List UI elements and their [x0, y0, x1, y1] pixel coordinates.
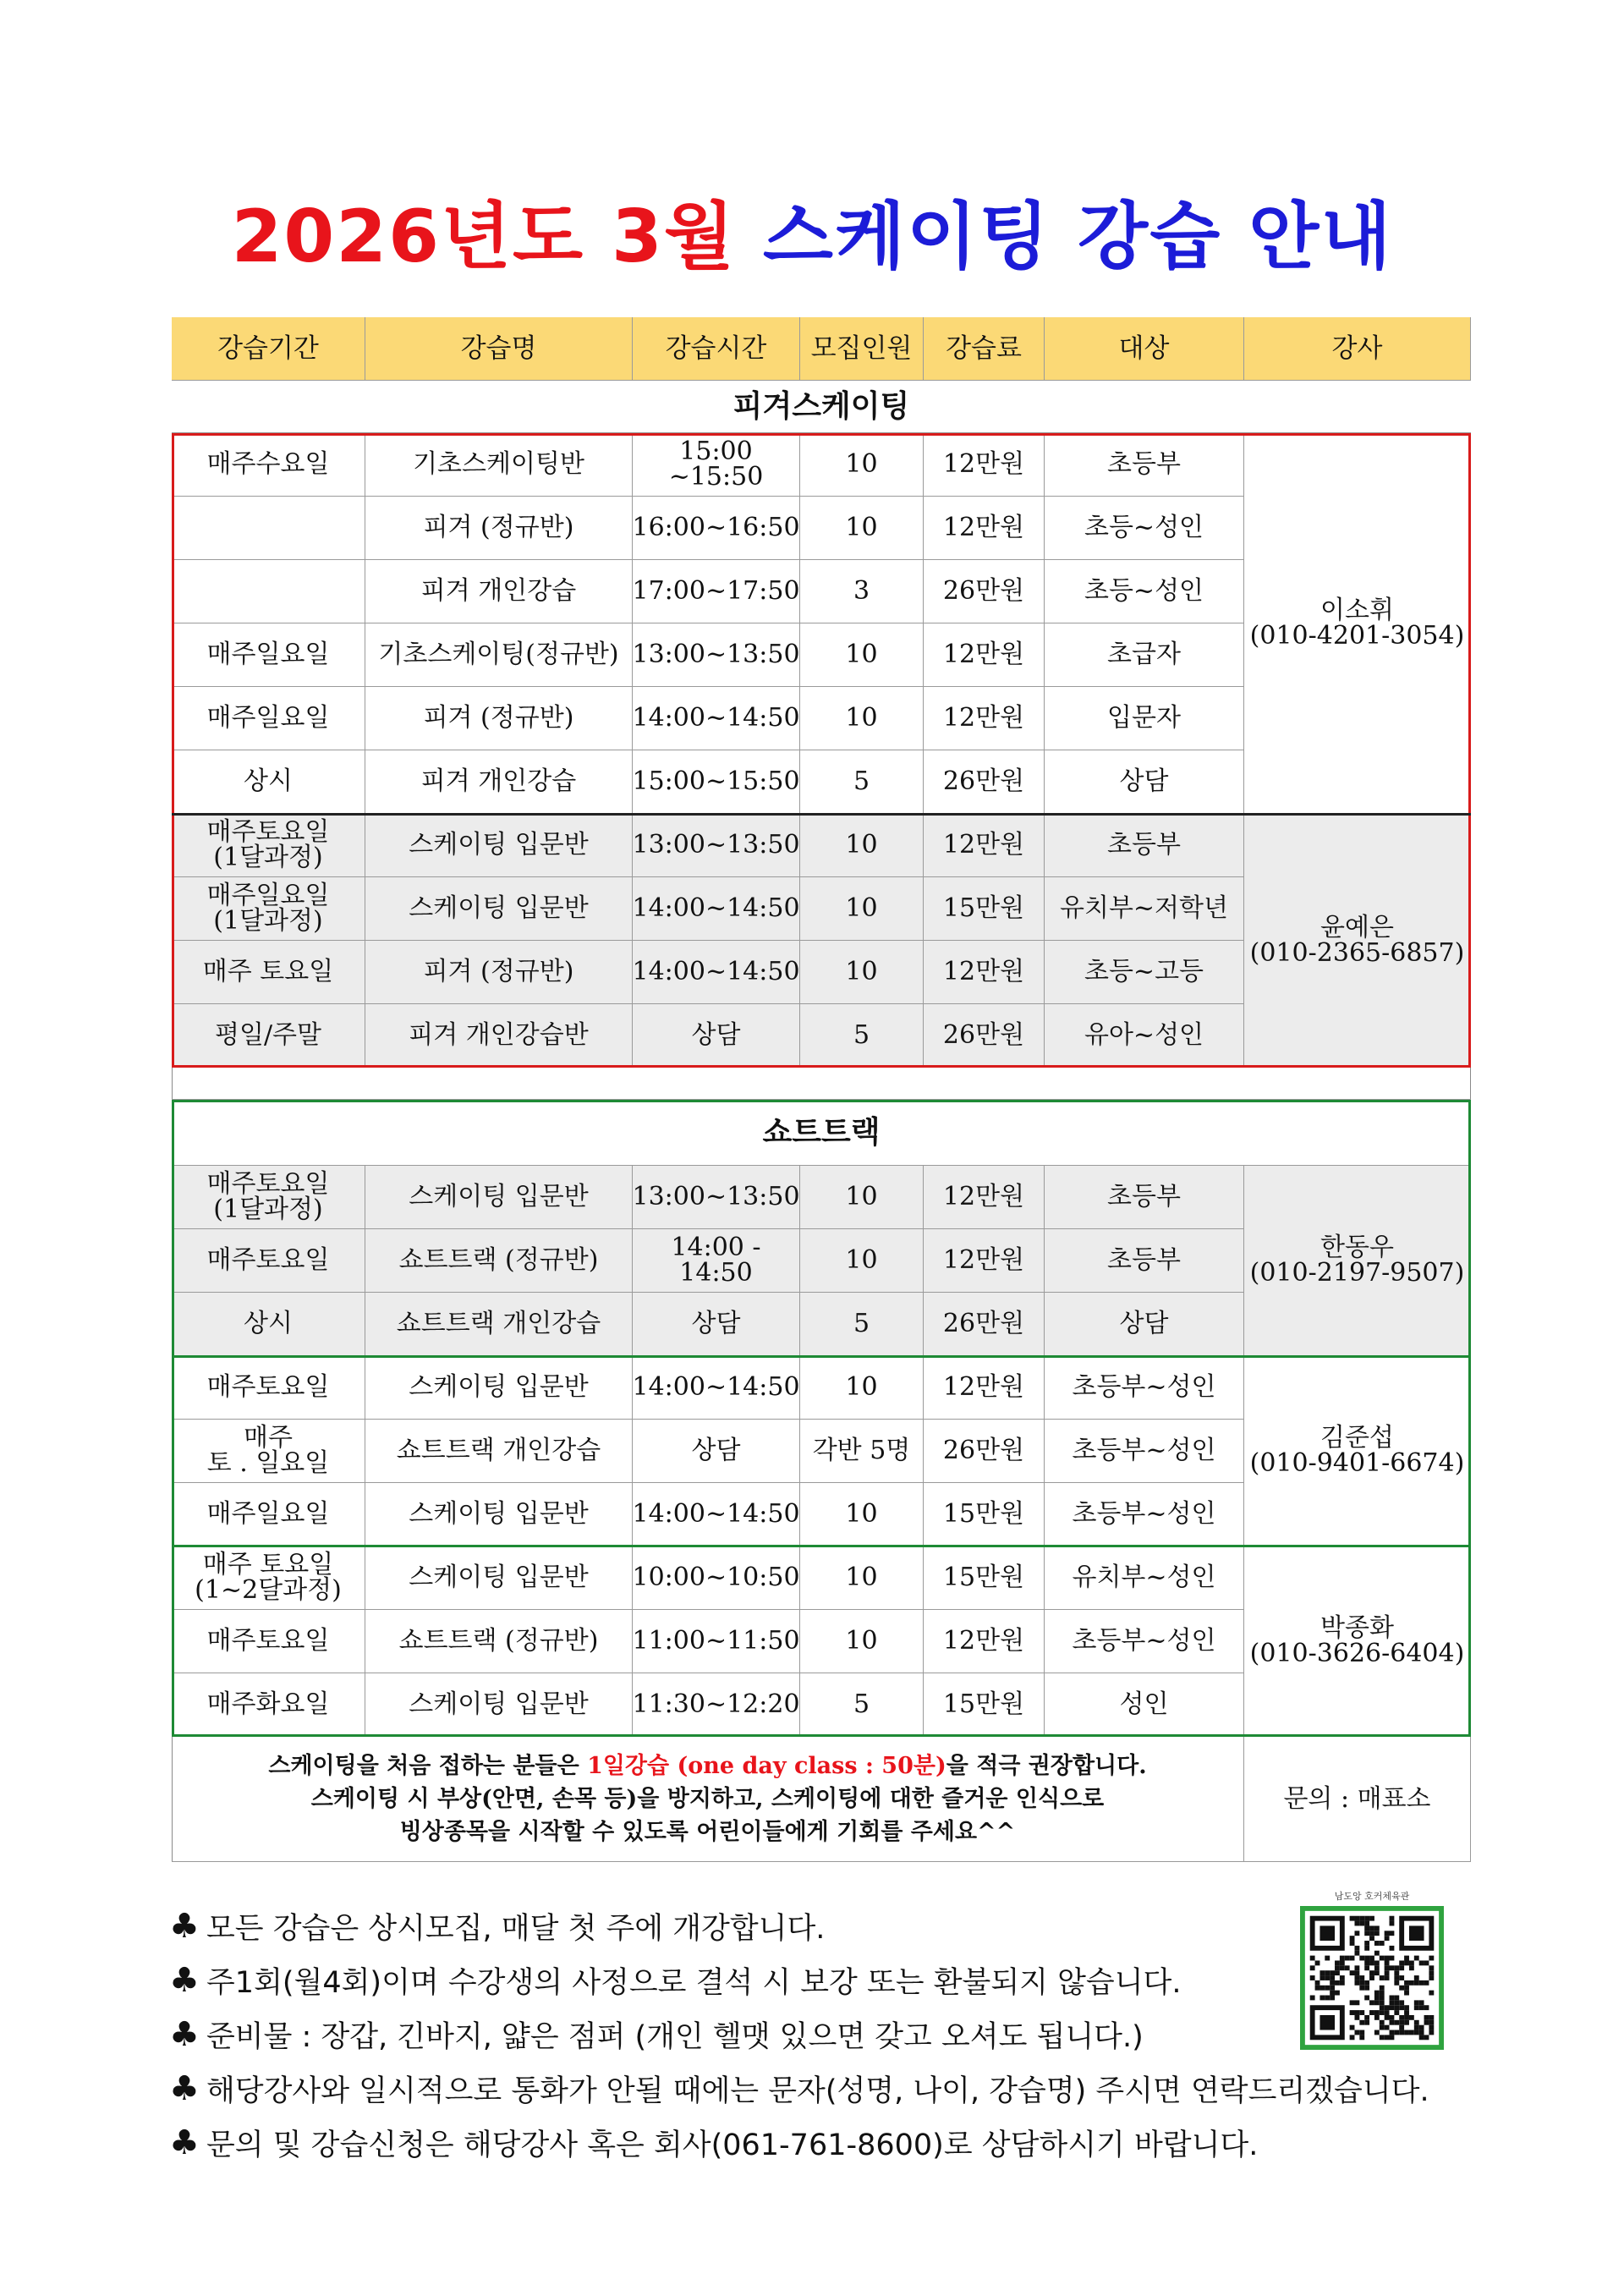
- table-cell: 상담: [633, 1293, 800, 1356]
- table-cell: 매주 토요일 (1~2달과정): [172, 1546, 365, 1610]
- table-cell: 초등~성인: [1045, 560, 1244, 623]
- table-cell: 스케이팅 입문반: [365, 1483, 633, 1546]
- table-cell: 10: [800, 1610, 924, 1673]
- title-part-2: 스케이팅 강습 안내: [762, 195, 1393, 279]
- table-cell: 매주토요일 (1달과정): [172, 814, 365, 877]
- table-cell: 12만원: [924, 1166, 1045, 1229]
- table-cell: 유치부~성인: [1045, 1546, 1244, 1610]
- section-gap: [172, 1068, 1471, 1100]
- column-header: 강사: [1244, 317, 1471, 381]
- notice-item-text: 주1회(월4회)이며 수강생의 사정으로 결석 시 보강 또는 환불되지 않습니다.: [206, 1966, 1182, 2000]
- table-cell: 11:30~12:20: [633, 1673, 800, 1737]
- table-cell: 피겨 (정규반): [365, 497, 633, 560]
- instructor-cell: [1244, 814, 1471, 1068]
- table-cell: 10: [800, 814, 924, 877]
- instructor-phone: (010-3626-6404): [1249, 1639, 1465, 1668]
- table-cell: 26만원: [924, 1004, 1045, 1068]
- table-cell: 10: [800, 1229, 924, 1293]
- table-cell: 스케이팅 입문반: [365, 1166, 633, 1229]
- table-cell: 10:00~10:50: [633, 1546, 800, 1610]
- table-cell: 매주일요일: [172, 687, 365, 750]
- notice-item: [169, 2008, 1489, 2062]
- table-cell: 15:00 ~15:50: [633, 433, 800, 497]
- table-cell: 기초스케이팅(정규반): [365, 623, 633, 687]
- instructor-cell: [1244, 1546, 1471, 1737]
- table-cell: 입문자: [1045, 687, 1244, 750]
- table-cell: 10: [800, 877, 924, 941]
- table-cell: 14:00~14:50: [633, 687, 800, 750]
- table-cell: 상시: [172, 750, 365, 814]
- table-cell: 12만원: [924, 1229, 1045, 1293]
- table-cell: 매주수요일: [172, 433, 365, 497]
- table-cell: 유치부~저학년: [1045, 877, 1244, 941]
- table-cell: 매주 토 . 일요일: [172, 1420, 365, 1483]
- contact-cell: 문의 : 매표소: [1244, 1737, 1471, 1862]
- table-cell: 매주토요일: [172, 1229, 365, 1293]
- notice-item: [169, 1953, 1489, 2008]
- table-cell: [172, 497, 365, 560]
- notice-item: [169, 1899, 1489, 1953]
- notice-item-text: 모든 강습은 상시모집, 매달 첫 주에 개강합니다.: [206, 1912, 826, 1946]
- instructor-name: 박종화: [1320, 1613, 1394, 1643]
- instructor-phone: (010-2365-6857): [1249, 937, 1465, 968]
- table-cell: 초등부~성인: [1045, 1356, 1244, 1420]
- table-cell: 평일/주말: [172, 1004, 365, 1068]
- column-header: 강습명: [365, 317, 633, 381]
- title-part-1: 2026년도 3월: [231, 195, 736, 279]
- table-cell: 12만원: [924, 433, 1045, 497]
- notice-list: [169, 1899, 1489, 2170]
- table-cell: 매주 토요일: [172, 941, 365, 1004]
- table-cell: 스케이팅 입문반: [365, 1546, 633, 1610]
- table-cell: 15만원: [924, 1673, 1045, 1737]
- notice-item: [169, 2062, 1489, 2116]
- table-cell: 피겨 (정규반): [365, 941, 633, 1004]
- table-cell: 10: [800, 941, 924, 1004]
- table-cell: 매주화요일: [172, 1673, 365, 1737]
- table-cell: 매주토요일: [172, 1356, 365, 1420]
- table-cell: 12만원: [924, 1610, 1045, 1673]
- instructor-cell: [1244, 1356, 1471, 1546]
- instructor-phone: (010-2197-9507): [1249, 1258, 1465, 1288]
- table-cell: 초등부: [1045, 814, 1244, 877]
- table-cell: 10: [800, 1166, 924, 1229]
- table-cell: 상담: [633, 1420, 800, 1483]
- notice-text: 스케이팅을 처음 접하는 분들은: [268, 1752, 588, 1779]
- column-header: 강습료: [924, 317, 1045, 381]
- table-cell: 13:00~13:50: [633, 814, 800, 877]
- table-cell: 12만원: [924, 941, 1045, 1004]
- table-cell: 26만원: [924, 750, 1045, 814]
- table-cell: 초등부~성인: [1045, 1420, 1244, 1483]
- table-cell: 15만원: [924, 1483, 1045, 1546]
- table-cell: 매주일요일: [172, 1483, 365, 1546]
- table-cell: 14:00~14:50: [633, 941, 800, 1004]
- table-cell: 14:00~14:50: [633, 877, 800, 941]
- table-cell: 초등~고등: [1045, 941, 1244, 1004]
- table-cell: 매주토요일: [172, 1610, 365, 1673]
- table-cell: 초등부: [1045, 433, 1244, 497]
- table-cell: 스케이팅 입문반: [365, 1356, 633, 1420]
- column-header: 모집인원: [800, 317, 924, 381]
- table-cell: 매주토요일 (1달과정): [172, 1166, 365, 1229]
- section-label-shorttrack: 쇼트트랙: [172, 1100, 1471, 1166]
- table-cell: 피겨 (정규반): [365, 687, 633, 750]
- table-cell: 10: [800, 623, 924, 687]
- table-cell: 3: [800, 560, 924, 623]
- table-cell: 초등부~성인: [1045, 1610, 1244, 1673]
- table-cell: 12만원: [924, 497, 1045, 560]
- table-cell: 상담: [1045, 1293, 1244, 1356]
- notice-item-text: 준비물 : 장갑, 긴바지, 얇은 점퍼 (개인 헬맷 있으면 갖고 오셔도 됩니다.): [206, 2020, 1144, 2054]
- table-cell: 쇼트트랙 (정규반): [365, 1229, 633, 1293]
- table-cell: 기초스케이팅반: [365, 433, 633, 497]
- column-header: 대상: [1045, 317, 1244, 381]
- table-cell: 피겨 개인강습: [365, 750, 633, 814]
- club-icon: ♣: [169, 1961, 200, 2000]
- table-cell: 14:00 - 14:50: [633, 1229, 800, 1293]
- club-icon: ♣: [169, 2123, 200, 2162]
- club-icon: ♣: [169, 2015, 200, 2054]
- table-cell: 5: [800, 1004, 924, 1068]
- table-cell: 유아~성인: [1045, 1004, 1244, 1068]
- column-header: 강습기간: [172, 317, 365, 381]
- table-cell: 초급자: [1045, 623, 1244, 687]
- table-cell: 각반 5명: [800, 1420, 924, 1483]
- table-cell: 쇼트트랙 개인강습: [365, 1293, 633, 1356]
- table-cell: 10: [800, 1483, 924, 1546]
- section-label-figure: 피겨스케이팅: [172, 381, 1471, 433]
- table-cell: 5: [800, 1673, 924, 1737]
- notice-item-text: 문의 및 강습신청은 해당강사 혹은 회사(061-761-8600)로 상담하시기 바랍니다.: [206, 2128, 1259, 2162]
- instructor-name: 이소휘: [1320, 595, 1394, 625]
- table-cell: 초등부~성인: [1045, 1483, 1244, 1546]
- table-cell: 쇼트트랙 (정규반): [365, 1610, 633, 1673]
- table-cell: 상시: [172, 1293, 365, 1356]
- table-cell: 매주일요일: [172, 623, 365, 687]
- table-cell: 스케이팅 입문반: [365, 1673, 633, 1737]
- notice-line-2: 스케이팅 시 부상(안면, 손목 등)을 방지하고, 스케이팅에 대한 즐거운 인식으로: [310, 1785, 1105, 1812]
- table-cell: 10: [800, 497, 924, 560]
- schedule-table: [172, 317, 1471, 1862]
- table-cell: 13:00~13:50: [633, 623, 800, 687]
- table-cell: 10: [800, 687, 924, 750]
- instructor-cell: [1244, 433, 1471, 814]
- instructor-cell: [1244, 1166, 1471, 1356]
- table-cell: 15만원: [924, 877, 1045, 941]
- notice-line-1: [268, 1749, 1146, 1782]
- table-cell: 12만원: [924, 814, 1045, 877]
- table-cell: 17:00~17:50: [633, 560, 800, 623]
- table-cell: 스케이팅 입문반: [365, 814, 633, 877]
- table-cell: [172, 560, 365, 623]
- notice-item-text: 해당강사와 일시적으로 통화가 안될 때에는 문자(성명, 나이, 강습명) 주시면 연락드리겠습니다.: [206, 2074, 1429, 2108]
- table-cell: 10: [800, 433, 924, 497]
- table-cell: 12만원: [924, 687, 1045, 750]
- notice-box: [172, 1737, 1244, 1862]
- table-cell: 초등~성인: [1045, 497, 1244, 560]
- table-cell: 15:00~15:50: [633, 750, 800, 814]
- table-cell: 스케이팅 입문반: [365, 877, 633, 941]
- notice-line-3: 빙상종목을 시작할 수 있도록 어린이들에게 기회를 주세요^^: [399, 1819, 1016, 1846]
- table-cell: 초등부: [1045, 1229, 1244, 1293]
- table-cell: 26만원: [924, 1420, 1045, 1483]
- instructor-phone: (010-9401-6674): [1249, 1448, 1465, 1478]
- instructor-name: 윤예은: [1320, 912, 1394, 942]
- table-cell: 26만원: [924, 1293, 1045, 1356]
- table-cell: 상담: [1045, 750, 1244, 814]
- table-cell: 피겨 개인강습: [365, 560, 633, 623]
- instructor-name: 김준섭: [1320, 1423, 1394, 1453]
- page-title: [0, 178, 1624, 283]
- club-icon: ♣: [169, 1907, 200, 1946]
- table-cell: 쇼트트랙 개인강습: [365, 1420, 633, 1483]
- table-cell: 13:00~13:50: [633, 1166, 800, 1229]
- table-cell: 14:00~14:50: [633, 1356, 800, 1420]
- table-cell: 매주일요일 (1달과정): [172, 877, 365, 941]
- table-cell: 14:00~14:50: [633, 1483, 800, 1546]
- table-cell: 11:00~11:50: [633, 1610, 800, 1673]
- table-cell: 피겨 개인강습반: [365, 1004, 633, 1068]
- table-cell: 15만원: [924, 1546, 1045, 1610]
- table-cell: 10: [800, 1356, 924, 1420]
- notice-item: [169, 2116, 1489, 2170]
- club-icon: ♣: [169, 2069, 200, 2108]
- table-cell: 12만원: [924, 623, 1045, 687]
- table-cell: 5: [800, 1293, 924, 1356]
- instructor-phone: (010-4201-3054): [1249, 620, 1465, 651]
- instructor-name: 한동우: [1320, 1233, 1394, 1262]
- table-cell: 성인: [1045, 1673, 1244, 1737]
- table-cell: 16:00~16:50: [633, 497, 800, 560]
- table-cell: 초등부: [1045, 1166, 1244, 1229]
- notice-text: 을 적극 권장합니다.: [946, 1752, 1147, 1779]
- table-cell: 10: [800, 1546, 924, 1610]
- table-cell: 12만원: [924, 1356, 1045, 1420]
- table-cell: 26만원: [924, 560, 1045, 623]
- table-cell: 상담: [633, 1004, 800, 1068]
- notice-highlight: 1일강습 (one day class : 50분): [587, 1752, 946, 1779]
- column-header: 강습시간: [633, 317, 800, 381]
- qr-code-icon: [1300, 1906, 1444, 2050]
- qr-caption: 남도앙 호커체육관: [1334, 1891, 1410, 1902]
- table-cell: 5: [800, 750, 924, 814]
